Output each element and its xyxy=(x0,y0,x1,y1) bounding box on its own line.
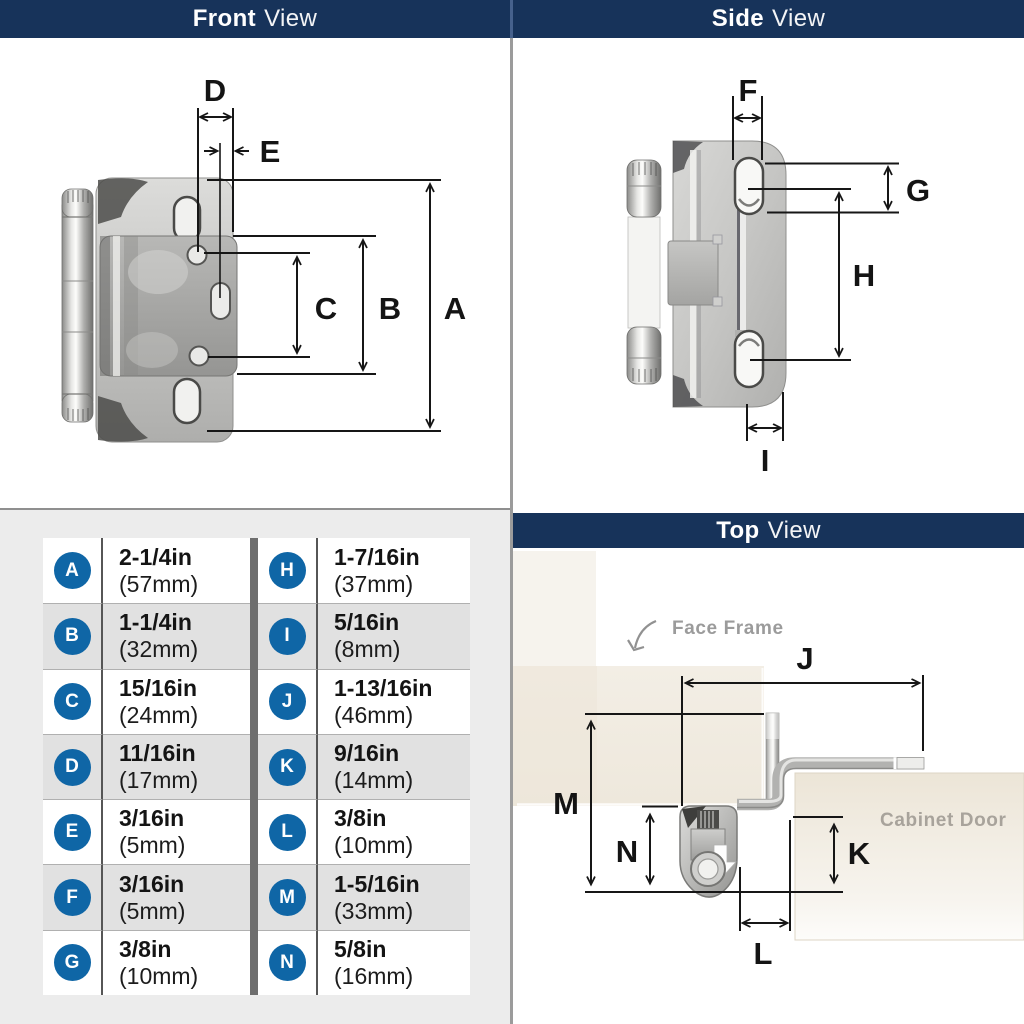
top-view-header xyxy=(513,513,1024,548)
cabinet-door-label: Cabinet Door xyxy=(880,810,1007,831)
front-top-slot xyxy=(174,197,200,241)
value-inches: 3/16in xyxy=(119,805,185,832)
value-inches: 3/8in xyxy=(119,935,172,962)
dimension-table xyxy=(43,538,470,995)
dim-label-d: D xyxy=(203,73,227,108)
value-inches: 1-1/4in xyxy=(119,609,192,636)
value-inches: 1-7/16in xyxy=(334,543,420,570)
dim-label-l: L xyxy=(753,936,773,971)
table-row xyxy=(258,799,470,864)
cabinet-door-section xyxy=(795,773,1024,940)
letter-badge: L xyxy=(269,814,306,851)
table-row xyxy=(43,734,250,799)
dim-label-h: H xyxy=(852,258,876,293)
knurled-screw xyxy=(697,810,719,829)
table-row xyxy=(43,799,250,864)
table-row xyxy=(43,864,250,929)
value-metric: (46mm) xyxy=(334,701,414,728)
table-row xyxy=(43,930,250,995)
value-metric: (14mm) xyxy=(334,767,414,794)
table-row xyxy=(258,538,470,603)
letter-badge: E xyxy=(54,814,91,851)
value-metric: (5mm) xyxy=(119,897,186,924)
front-bottom-slot xyxy=(174,379,200,423)
value-metric: (16mm) xyxy=(334,962,414,989)
front-view-drawing xyxy=(0,38,510,508)
table-row xyxy=(258,930,470,995)
value-inches: 3/16in xyxy=(119,870,185,897)
value-metric: (10mm) xyxy=(334,832,414,859)
table-row xyxy=(43,669,250,734)
face-frame-pointer-arrow xyxy=(628,621,656,650)
dim-label-c: C xyxy=(314,291,338,326)
front-hinge-wrap-plate xyxy=(100,236,237,376)
letter-badge: H xyxy=(269,552,306,589)
letter-badge: C xyxy=(54,683,91,720)
value-metric: (33mm) xyxy=(334,897,414,924)
side-hinge-barrel xyxy=(627,160,661,384)
top-view-drawing xyxy=(513,548,1024,1024)
dim-label-i: I xyxy=(760,443,770,478)
dim-label-g: G xyxy=(905,173,931,208)
dim-label-k: K xyxy=(847,836,871,871)
face-frame-label: Face Frame xyxy=(672,618,784,639)
letter-badge: M xyxy=(269,879,306,916)
top-view-title-rest: View xyxy=(767,516,821,544)
side-view-drawing xyxy=(513,38,1024,508)
dim-label-n: N xyxy=(615,834,639,869)
letter-badge: N xyxy=(269,944,306,981)
dim-label-m: M xyxy=(553,786,579,821)
letter-badge: F xyxy=(54,879,91,916)
dimension-table-left xyxy=(43,538,250,995)
value-metric: (10mm) xyxy=(119,962,199,989)
value-inches: 1-13/16in xyxy=(334,674,433,701)
letter-badge: A xyxy=(54,552,91,589)
front-view-title-rest: View xyxy=(264,5,318,32)
value-inches: 3/8in xyxy=(334,805,387,832)
side-view-title-bold: Side xyxy=(711,5,765,32)
letter-badge: B xyxy=(54,618,91,655)
side-hinge-plate xyxy=(668,141,786,407)
table-row xyxy=(258,669,470,734)
letter-badge: D xyxy=(54,749,91,786)
value-inches: 11/16in xyxy=(119,740,196,767)
side-latch-detail xyxy=(668,241,718,305)
face-frame-section xyxy=(513,551,764,806)
dim-label-e: E xyxy=(259,134,281,169)
dimension-table-right xyxy=(258,538,470,995)
dim-label-f: F xyxy=(738,73,758,108)
dimension-table-panel xyxy=(0,510,510,1024)
dim-label-j: J xyxy=(796,641,814,676)
value-metric: (32mm) xyxy=(119,636,199,663)
letter-badge: K xyxy=(269,749,306,786)
front-view-title-bold: Front xyxy=(192,5,257,32)
table-row xyxy=(258,864,470,929)
side-view-header xyxy=(513,0,1024,38)
front-bottom-screw-hole xyxy=(190,347,209,366)
front-view-header xyxy=(0,0,510,38)
table-row xyxy=(258,734,470,799)
quadrant-divider-header xyxy=(510,0,513,38)
value-metric: (37mm) xyxy=(334,570,414,597)
front-hinge-barrel xyxy=(62,189,93,422)
value-metric: (24mm) xyxy=(119,701,199,728)
value-metric: (57mm) xyxy=(119,570,199,597)
letter-badge: G xyxy=(54,944,91,981)
dim-label-b: B xyxy=(378,291,402,326)
letter-badge: I xyxy=(269,618,306,655)
value-metric: (8mm) xyxy=(334,636,401,663)
table-row xyxy=(258,603,470,668)
value-inches: 1-5/16in xyxy=(334,870,420,897)
value-inches: 15/16in xyxy=(119,674,197,701)
value-inches: 5/16in xyxy=(334,609,400,636)
letter-badge: J xyxy=(269,683,306,720)
table-row xyxy=(43,538,250,603)
side-view-title-rest: View xyxy=(772,5,826,32)
dim-label-a: A xyxy=(443,291,467,326)
top-view-title-bold: Top xyxy=(716,516,760,544)
value-inches: 2-1/4in xyxy=(119,543,192,570)
value-metric: (17mm) xyxy=(119,767,199,794)
value-inches: 9/16in xyxy=(334,740,400,767)
table-middle-divider xyxy=(250,538,258,995)
table-row xyxy=(43,603,250,668)
value-inches: 5/8in xyxy=(334,935,387,962)
value-metric: (5mm) xyxy=(119,832,186,859)
